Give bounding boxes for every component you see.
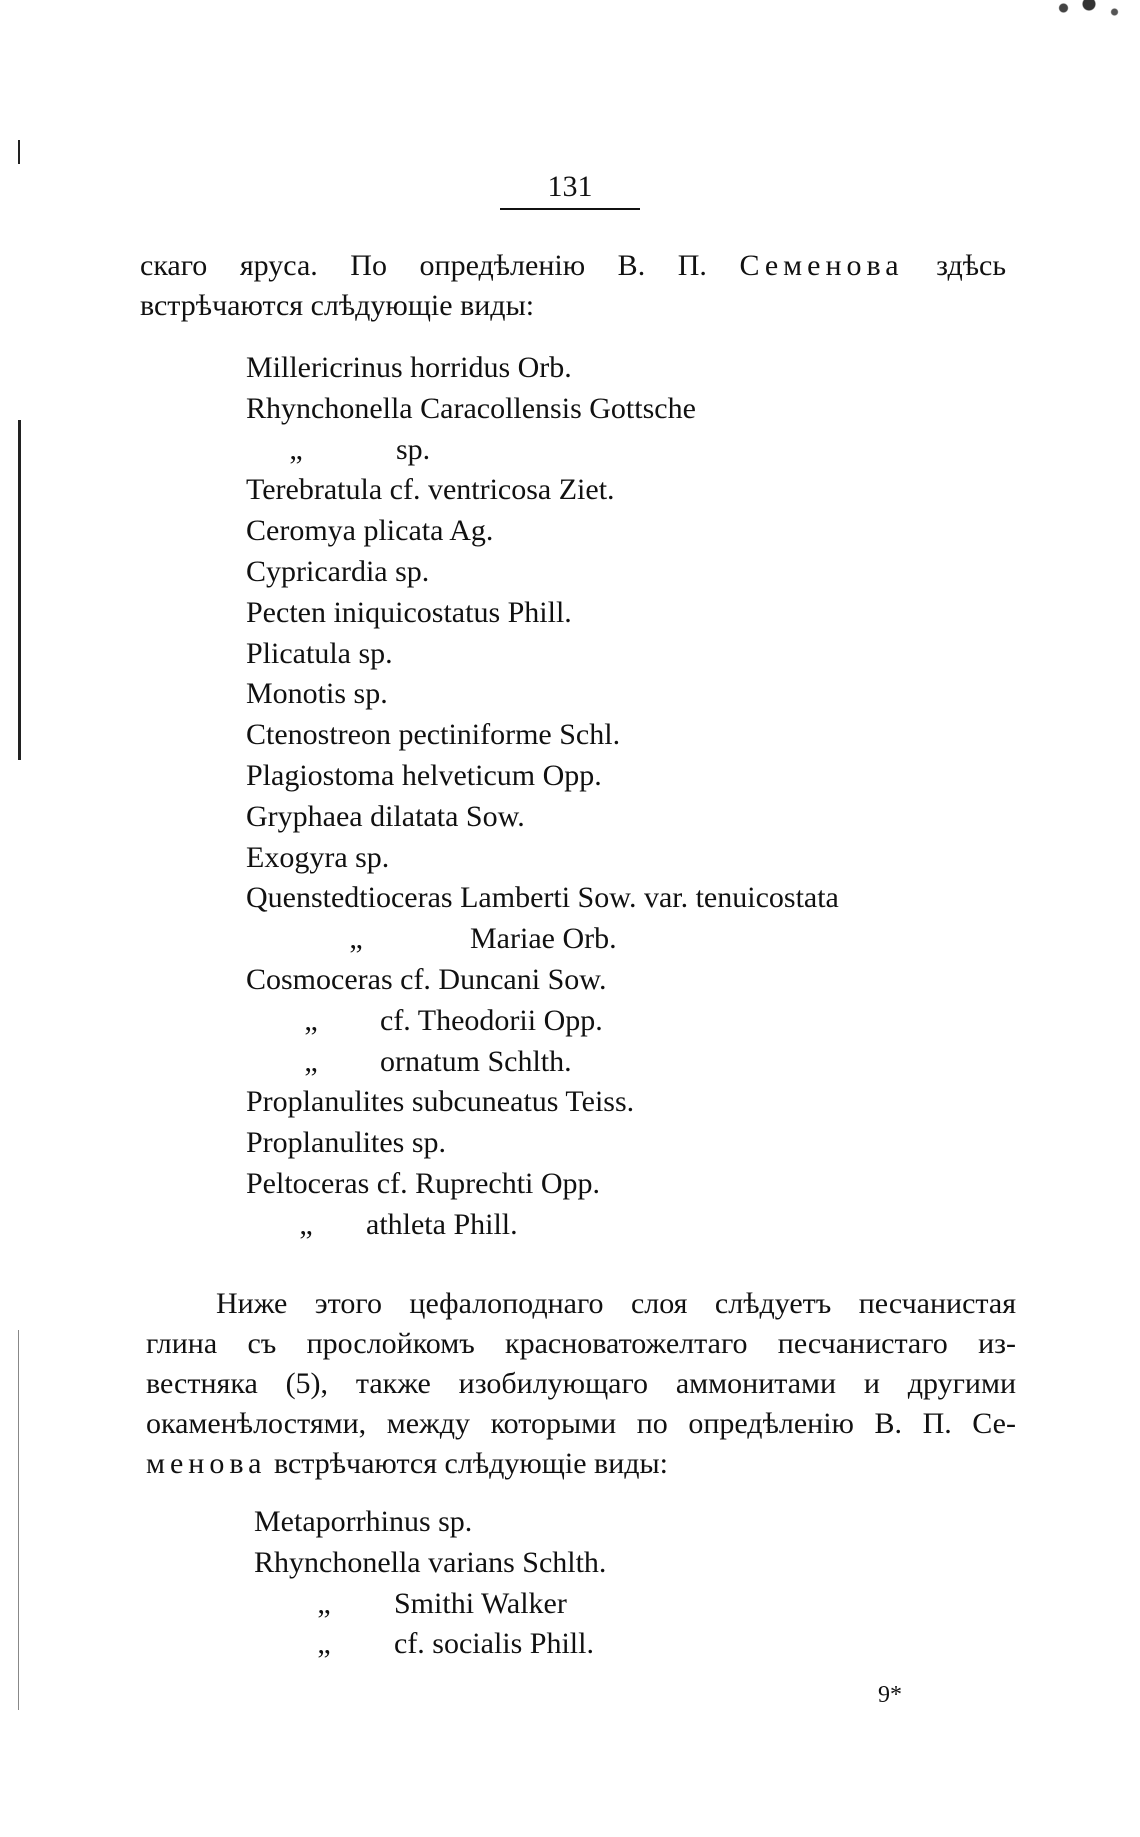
species-item: Proplanulites subcuneatus Teiss. — [246, 1085, 635, 1119]
intro-line-1: скаго яруса. По опредѣленію В. П. Семенова здѣсь — [140, 249, 1006, 282]
page-number: 131 — [547, 170, 593, 203]
species-item: Exogyra sp. — [246, 840, 390, 874]
paragraph-line: глина съ прослойкомъ красноватожелтаго песчанистаго из- — [146, 1327, 1016, 1360]
ditto-mark: „ — [304, 1003, 318, 1037]
paragraph-line: окаменѣлостями, между которыми по опредѣленію В. П. Се- — [146, 1407, 1016, 1440]
species-item: „ cf. Theodorii Opp. — [246, 1001, 839, 1042]
paragraph-line: менова встрѣчаются слѣдующіе виды: — [146, 1447, 669, 1480]
scan-specks — [970, 0, 1140, 40]
species-item: Rhynchonella varians Schlth. — [254, 1545, 607, 1579]
species-list-1 — [246, 348, 839, 1246]
species-item: Millericrinus horridus Orb. — [246, 351, 572, 384]
ditto-mark: „ — [299, 1207, 313, 1241]
page-number-rule — [500, 208, 640, 210]
species-item: Cypricardia sp. — [246, 554, 430, 588]
species-item: Gryphaea dilatata Sow. — [246, 799, 525, 833]
scan-margin-mark — [18, 140, 20, 164]
species-item: Monotis sp. — [246, 677, 388, 711]
species-item: Plagiostoma helveticum Opp. — [246, 758, 602, 792]
species-item: Cosmoceras cf. Duncani Sow. — [246, 962, 607, 996]
intro-paragraph — [140, 246, 1006, 326]
species-item: Terebratula cf. ventricosa Ziet. — [246, 473, 615, 507]
species-item: Quenstedtioceras Lamberti Sow. var. tenuicostata — [246, 881, 839, 915]
species-item: „ Smithi Walker — [254, 1584, 606, 1625]
author-name: менова — [146, 1447, 267, 1480]
ditto-mark: „ — [317, 1586, 331, 1620]
species-item: Ctenostreon pectiniforme Schl. — [246, 718, 621, 752]
paragraph-line: Ниже этого цефалоподнаго слоя слѣдуетъ песчанистая — [216, 1287, 1016, 1320]
species-list-2 — [254, 1502, 606, 1665]
species-item: Ceromya plicata Ag. — [246, 514, 494, 548]
ditto-mark: „ — [349, 922, 363, 956]
species-item: „ sp. — [246, 430, 839, 471]
species-item: „ athleta Phill. — [246, 1205, 839, 1246]
species-item: „ Mariae Orb. — [246, 919, 839, 960]
species-item: Peltoceras cf. Ruprechti Opp. — [246, 1166, 601, 1200]
species-item: Metaporrhinus sp. — [254, 1505, 473, 1538]
species-item: „ ornatum Schlth. — [246, 1042, 839, 1083]
scan-margin-mark — [18, 1330, 19, 1710]
species-item: Plicatula sp. — [246, 636, 393, 670]
author-name: Семенова — [739, 249, 904, 282]
species-item: „ cf. socialis Phill. — [254, 1624, 606, 1665]
ditto-mark: „ — [289, 432, 303, 466]
paragraph-line: вестняка (5), также изобилующаго аммонитами и другими — [146, 1367, 1016, 1400]
intro-line-2: встрѣчаются слѣдующіе виды: — [140, 289, 535, 322]
ditto-mark: „ — [317, 1627, 331, 1661]
species-item: Proplanulites sp. — [246, 1126, 446, 1160]
body-paragraph — [146, 1284, 1016, 1484]
species-item: Rhynchonella Caracollensis Gottsche — [246, 391, 696, 425]
species-item: Pecten iniquicostatus Phill. — [246, 595, 572, 629]
scan-margin-mark — [18, 420, 21, 760]
ditto-mark: „ — [304, 1044, 318, 1078]
printer-signature: 9* — [878, 1682, 902, 1708]
